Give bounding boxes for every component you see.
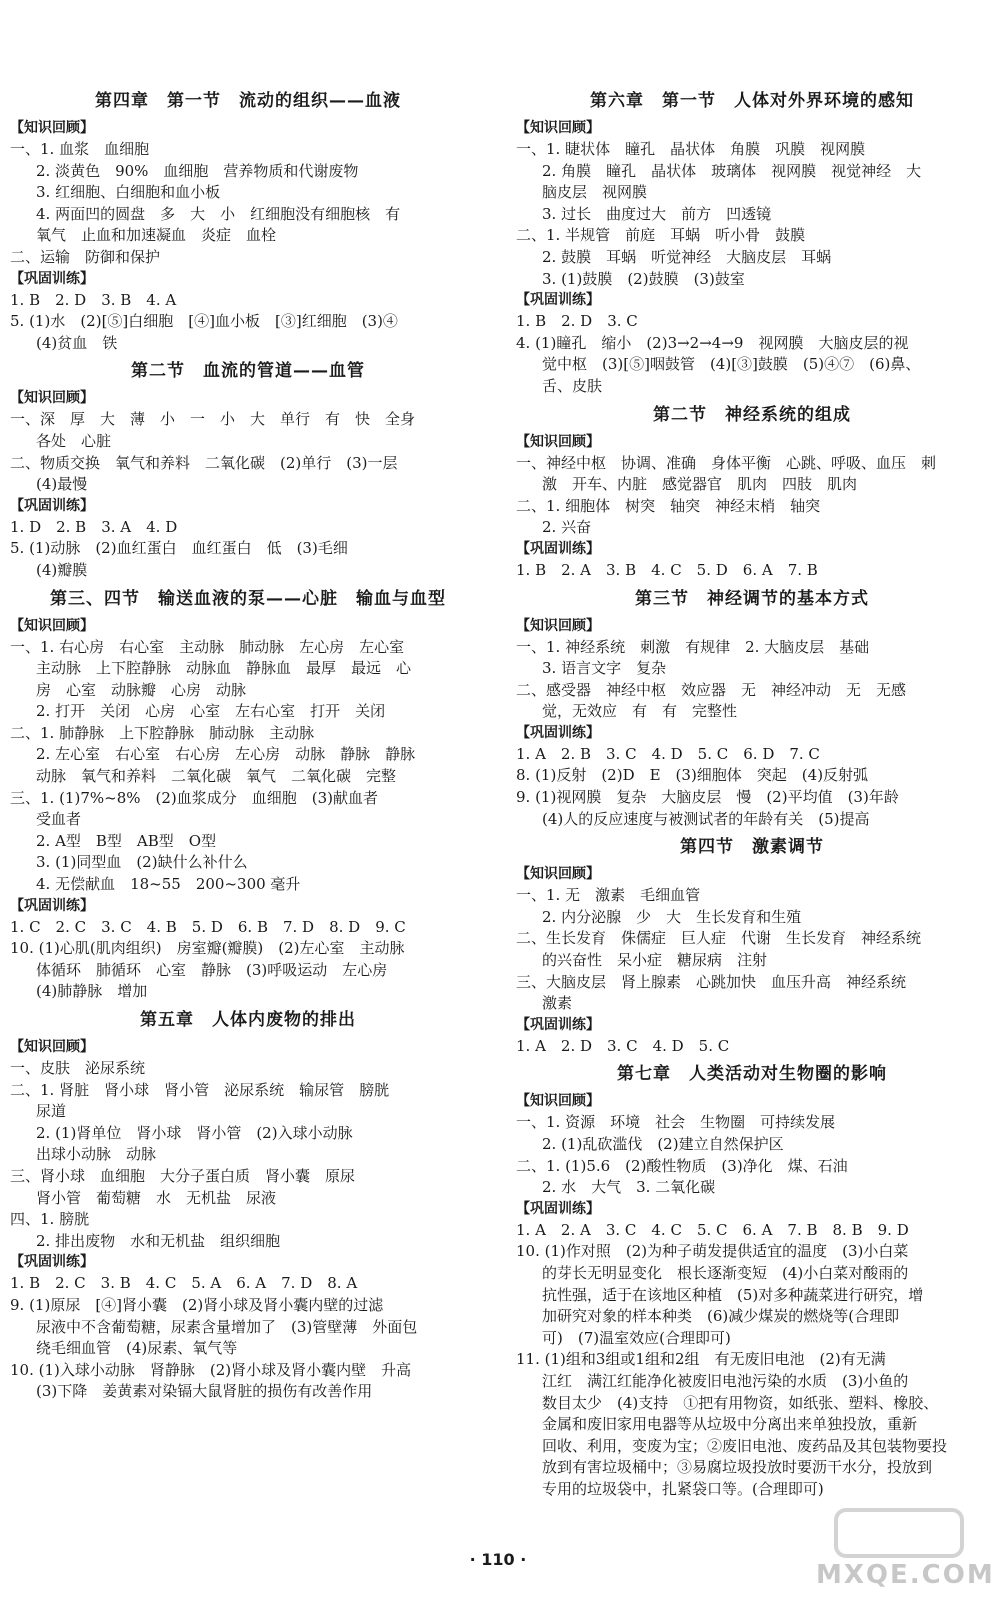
answer-line: 激素 [542,994,573,1013]
answer-line: (4)最慢 [36,475,88,494]
answer-line: 10. (1)入球小动脉 肾静脉 (2)肾小球及肾小囊内壁 升高 [10,1360,412,1379]
answer-line: 2. 淡黄色 90% 血细胞 营养物质和代谢废物 [36,161,359,180]
watermark-logo [806,1508,995,1592]
answer-line: 三、肾小球 血细胞 大分子蛋白质 肾小囊 原尿 [10,1166,356,1185]
answer-line: 2. 左心室 右心室 右心房 左心房 动脉 静脉 静脉 [36,745,416,764]
answer-line: 2. 鼓膜 耳蜗 听觉神经 大脑皮层 耳蜗 [542,247,832,266]
answer-line: 1. D 2. B 3. A 4. D [10,517,178,536]
subsection-header: 【巩固训练】 [10,1254,94,1271]
answer-line: (4)瓣膜 [36,560,88,579]
answer-line: 二、1. 肺静脉 上下腔静脉 肺动脉 主动脉 [10,723,315,742]
answer-line: 江红 满江红能净化被废旧电池污染的水质 (3)小鱼的 [542,1371,909,1390]
answer-line: 二、感受器 神经中枢 效应器 无 神经冲动 无 无感 [516,680,907,699]
answer-line: 11. (1)组和3组或1组和2组 有无废旧电池 (2)有无满 [516,1350,886,1369]
answer-line: 2. A型 B型 AB型 O型 [36,831,217,850]
answer-line: 回收、利用，变废为宝；②废旧电池、废药品及其包装物要投 [542,1436,948,1455]
subsection-header: 【知识回顾】 [10,617,94,634]
subsection-header: 【知识回顾】 [516,120,600,136]
answer-line: 尿液中不含葡萄糖，尿素含量增加了 (3)管壁薄 外面包 [36,1317,418,1336]
answer-line: 加研究对象的样本种类 (6)减少煤炭的燃烧等(合理即 [542,1307,900,1326]
answer-line: 1. C 2. C 3. C 4. B 5. D 6. B 7. D 8. D 9. C [10,917,406,936]
subsection-header: 【巩固训练】 [516,1016,600,1033]
section-title: 第七章 人类活动对生物圈的影响 [617,1064,887,1085]
subsection-header: 【巩固训练】 [516,292,600,309]
answer-line: 的兴奋性 呆小症 糖尿病 注射 [542,951,768,970]
answer-line: 10. (1)作对照 (2)为种子萌发提供适宜的温度 (3)小白菜 [516,1242,909,1261]
answer-line: 二、1. (1)5.6 (2)酸性物质 (3)净化 煤、石油 [516,1156,848,1175]
answer-line: 脑皮层 视网膜 [542,183,648,202]
subsection-header: 【知识回顾】 [10,390,94,407]
answer-line: (3)下降 姜黄素对染镉大鼠肾脏的损伤有改善作用 [36,1382,373,1401]
section-title: 第五章 人体内废物的排出 [140,1010,356,1030]
answer-line: 体循环 肺循环 心室 静脉 (3)呼吸运动 左心房 [36,960,388,979]
answer-line: 2. (1)肾单位 肾小球 肾小管 (2)入球小动脉 [36,1123,353,1142]
answer-line: 二、运输 防御和保护 [10,247,161,266]
answer-line: 9. (1)原尿 [④]肾小囊 (2)肾小球及肾小囊内壁的过滤 [10,1295,384,1314]
answer-line: 二、1. 细胞体 树突 轴突 神经末梢 轴突 [516,496,821,515]
answer-line: 数目太少 (4)支持 ①把有用物资，如纸张、塑料、橡胶、 [542,1393,939,1412]
section-title: 第六章 第一节 人体对外界环境的感知 [590,91,914,111]
answer-line: 一、深 厚 大 薄 小 一 小 大 单行 有 快 全身 [10,410,416,429]
answer-line: 二、生长发育 侏儒症 巨人症 代谢 生长发育 神经系统 [516,929,922,948]
answer-line: 2. 水 大气 3. 二氧化碳 [542,1178,716,1197]
answer-line: 绕毛细血管 (4)尿素、氧气等 [36,1339,238,1358]
answer-line: 金属和废旧家用电器等从垃圾中分离出来单独投放，重新 [542,1415,918,1434]
answer-line: 激 开车、内脏 感觉器官 肌肉 四肢 肌肉 [542,475,858,494]
answer-line: 2. 内分泌腺 少 大 生长发育和生殖 [542,907,802,926]
answer-line: 一、1. 无 激素 毛细血管 [516,886,701,905]
answer-line: 4. 两面凹的圆盘 多 大 小 红细胞没有细胞核 有 [36,204,401,223]
subsection-header: 【巩固训练】 [516,540,600,557]
subsection-header: 【知识回顾】 [516,866,600,883]
answer-line: 3. 红细胞、白细胞和血小板 [36,183,221,202]
answer-line: 二、1. 半规管 前庭 耳蜗 听小骨 鼓膜 [516,226,806,245]
answer-line: 舌、皮肤 [542,376,603,395]
answer-line: 三、大脑皮层 肾上腺素 心跳加快 血压升高 神经系统 [516,972,907,991]
section-title: 第三节 神经调节的基本方式 [635,588,869,609]
answer-line: 觉，无效应 有 有 完整性 [542,702,738,721]
answer-line: 一、1. 右心房 右心室 主动脉 肺动脉 左心房 左心室 [10,637,405,656]
answer-line: 二、物质交换 氧气和养料 二氧化碳 (2)单行 (3)一层 [10,453,398,472]
answer-line: 1. A 2. B 3. C 4. D 5. C 6. D 7. C [516,744,820,763]
answer-line: 1. A 2. D 3. C 4. D 5. C [516,1036,730,1055]
answer-line: 一、1. 资源 环境 社会 生物圈 可持续发展 [516,1113,836,1132]
answer-line: 1. B 2. D 3. B 4. A [10,290,177,309]
answer-line: 专用的垃圾袋中，扎紧袋口等。(合理即可) [542,1479,824,1498]
subsection-header: 【巩固训练】 [10,270,94,287]
subsection-header: 【巩固训练】 [10,497,94,514]
answer-line: 1. B 2. D 3. C [516,312,638,331]
answer-line: 3. (1)同型血 (2)缺什么补什么 [36,853,248,872]
answer-line: (4)人的反应速度与被测试者的年龄有关 (5)提高 [542,809,870,828]
watermark-text: MXQE.COM [816,1560,995,1590]
answer-line: 一、神经中枢 协调、准确 身体平衡 心跳、呼吸、血压 刺 [516,453,937,472]
subsection-header: 【巩固训练】 [516,1200,600,1217]
answer-line: 2. (1)乱砍滥伐 (2)建立自然保护区 [542,1135,784,1153]
answer-line: (4)贫血 铁 [36,333,118,352]
answer-line: 房 心室 动脉瓣 心房 动脉 [36,680,247,699]
answer-line: 10. (1)心肌(肌肉组织) 房室瓣(瓣膜) (2)左心室 主动脉 [10,939,405,958]
section-title: 第二节 神经系统的组成 [653,404,851,425]
subsection-header: 【知识回顾】 [516,1093,600,1110]
answer-line: (4)肺静脉 增加 [36,982,148,1001]
answer-line: 4. (1)瞳孔 缩小 (2)3→2→4→9 视网膜 大脑皮层的视 [516,333,909,352]
left-column [10,84,486,1403]
answer-line: 尿道 [36,1102,67,1121]
answer-line: 出球小动脉 动脉 [36,1145,157,1164]
answer-line: 1. A 2. A 3. C 4. C 5. C 6. A 7. B 8. B 9. D [516,1220,909,1239]
section-title: 第三、四节 输送血液的泵——心脏 输血与血型 [50,588,446,609]
answer-line: 氧气 止血和加速凝血 炎症 血栓 [36,226,277,245]
answer-line: 一、1. 血浆 血细胞 [10,140,150,158]
answer-line: 三、1. (1)7%~8% (2)血浆成分 血细胞 (3)献血者 [10,788,378,807]
subsection-header: 【知识回顾】 [10,1039,94,1055]
subsection-header: 【知识回顾】 [516,433,600,450]
answer-line: 一、1. 睫状体 瞳孔 晶状体 角膜 巩膜 视网膜 [516,140,866,158]
answer-line: 一、1. 神经系统 刺激 有规律 2. 大脑皮层 基础 [516,637,870,656]
answer-line: 5. (1)动脉 (2)血红蛋白 血红蛋白 低 (3)毛细 [10,539,348,558]
answer-line: 3. 过长 曲度过大 前方 凹透镜 [542,204,772,223]
answer-line: 一、皮肤 泌尿系统 [10,1059,146,1077]
answer-line: 四、1. 膀胱 [10,1210,90,1229]
answer-line: 3. 语言文字 复杂 [542,659,667,678]
subsection-header: 【巩固训练】 [516,724,600,741]
subsection-header: 【知识回顾】 [516,617,600,634]
answer-line: 1. B 2. A 3. B 4. C 5. D 6. A 7. B [516,560,818,579]
section-title: 第二节 血流的管道——血管 [131,361,365,382]
answer-line: 受血者 [36,810,82,829]
answer-line: 2. 角膜 瞳孔 晶状体 玻璃体 视网膜 视觉神经 大 [542,161,922,180]
watermark-badge-icon [834,1508,964,1558]
answer-line: 2. 打开 关闭 心房 心室 左右心室 打开 关闭 [36,702,386,721]
page-number: · 110 · [469,1550,527,1569]
answer-line: 抗性强，适于在该地区种植 (5)对多种蔬菜进行研究，增 [542,1285,924,1304]
subsection-header: 【知识回顾】 [10,120,94,136]
answer-line: 8. (1)反射 (2)D E (3)细胞体 突起 (4)反射弧 [516,766,869,785]
answer-line: 2. 兴奋 [542,518,592,537]
answer-line: 的芽长无明显变化 根长逐渐变短 (4)小白菜对酸雨的 [542,1263,909,1282]
answer-line: 各处 心脏 [36,431,112,450]
answer-line: 4. 无偿献血 18~55 200~300 毫升 [36,875,301,894]
answer-line: 肾小管 葡萄糖 水 无机盐 尿液 [36,1188,277,1207]
answer-line: 觉中枢 (3)[⑤]咽鼓管 (4)[③]鼓膜 (5)④⑦ (6)鼻、 [542,355,921,374]
section-title: 第四章 第一节 流动的组织——血液 [95,91,401,111]
section-title: 第四节 激素调节 [680,837,824,858]
answer-line: 9. (1)视网膜 复杂 大脑皮层 慢 (2)平均值 (3)年龄 [516,788,899,807]
answer-line: 5. (1)水 (2)[⑤]白细胞 [④]血小板 [③]红细胞 (3)④ [10,312,398,331]
answer-line: 主动脉 上下腔静脉 动脉血 静脉血 最厚 最远 心 [36,659,412,678]
answer-line: 1. B 2. C 3. B 4. C 5. A 6. A 7. D 8. A [10,1274,358,1293]
answer-line: 可) (7)温室效应(合理即可) [542,1328,731,1347]
answer-line: 二、1. 肾脏 肾小球 肾小管 泌尿系统 输尿管 膀胱 [10,1080,390,1099]
answer-line: 3. (1)鼓膜 (2)鼓膜 (3)鼓室 [542,269,745,288]
answer-line: 2. 排出废物 水和无机盐 组织细胞 [36,1231,281,1250]
right-column [516,84,988,1501]
subsection-header: 【巩固训练】 [10,897,94,914]
answer-line: 动脉 氧气和养料 二氧化碳 氧气 二氧化碳 完整 [36,767,397,786]
answer-line: 放到有害垃圾桶中；③易腐垃圾投放时要沥干水分，投放到 [542,1458,933,1477]
